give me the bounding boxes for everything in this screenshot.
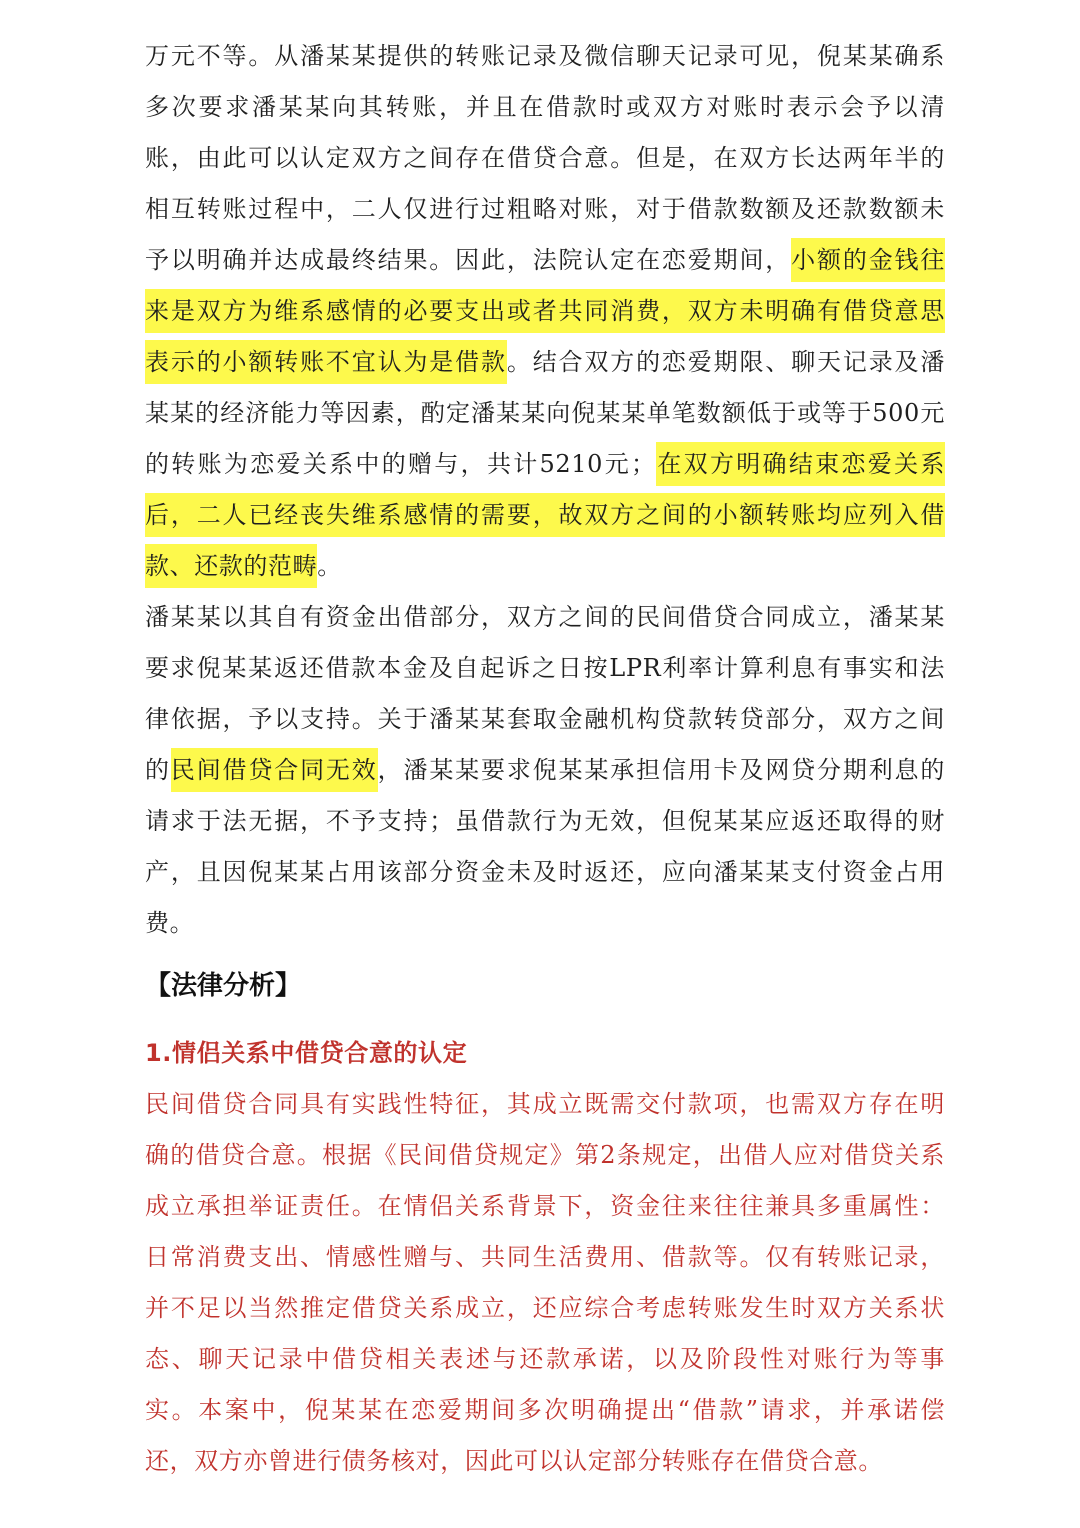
text-line xyxy=(145,541,945,592)
legal-analysis-heading: 【法律分析】 xyxy=(145,971,302,1001)
text-line xyxy=(145,337,945,388)
text-line: 请求于法无据，不予支持；虽借款行为无效，但倪某某应返还取得的财 xyxy=(145,807,945,835)
text-line: 日常消费支出、情感性赠与、共同生活费用、借款等。仅有转账记录， xyxy=(145,1243,945,1271)
case-facts-paragraph-1 xyxy=(145,31,945,592)
text-segment: 予以明确并达成最终结果。因此，法院认定在恋爱期间， xyxy=(145,246,792,274)
text-line: 还，双方亦曾进行债务核对，因此可以认定部分转账存在借贷合意。 xyxy=(145,1447,883,1475)
highlighted-text: 小额的金钱往 xyxy=(791,238,945,282)
text-segment: ，潘某某要求倪某某承担信用卡及网贷分期利息的 xyxy=(377,756,946,784)
text-line: 并不足以当然推定借贷关系成立，还应综合考虑转账发生时双方关系状 xyxy=(145,1294,945,1322)
highlighted-text: 后，二人已经丧失维系感情的需要，故双方之间的小额转账均应列入借 xyxy=(145,493,945,537)
text-line: 成立承担举证责任。在情侣关系背景下，资金往来往往兼具多重属性： xyxy=(145,1192,945,1220)
text-line xyxy=(145,235,945,286)
highlighted-text: 在双方明确结束恋爱关系 xyxy=(656,442,945,486)
case-facts-paragraph-2 xyxy=(145,592,945,949)
text-segment: 的转账为恋爱关系中的赠与，共计5210元； xyxy=(145,450,656,478)
text-line xyxy=(145,286,945,337)
highlighted-text: 来是双方为维系感情的必要支出或者共同消费，双方未明确有借贷意思 xyxy=(145,289,945,333)
text-line: 产，且因倪某某占用该部分资金未及时返还，应向潘某某支付资金占用 xyxy=(145,858,945,886)
text-line: 律依据，予以支持。关于潘某某套取金融机构贷款转贷部分，双方之间 xyxy=(145,705,945,733)
text-line: 账，由此可以认定双方之间存在借贷合意。但是，在双方长达两年半的 xyxy=(145,144,945,172)
text-line: 某某的经济能力等因素，酌定潘某某向倪某某单笔数额低于或等于500元 xyxy=(145,399,945,427)
text-segment: 。 xyxy=(317,552,342,580)
text-line xyxy=(145,745,945,796)
section-1-title: 1.情侣关系中借贷合意的认定 xyxy=(145,1039,468,1067)
text-line: 实。本案中，倪某某在恋爱期间多次明确提出“借款”请求，并承诺偿 xyxy=(145,1396,945,1424)
text-line: 潘某某以其自有资金出借部分，双方之间的民间借贷合同成立，潘某某 xyxy=(145,603,945,631)
text-line: 确的借贷合意。根据《民间借贷规定》第2条规定，出借人应对借贷关系 xyxy=(145,1141,945,1169)
highlighted-text: 表示的小额转账不宜认为是借款 xyxy=(145,340,507,384)
section-1-paragraph xyxy=(145,1079,945,1487)
text-line: 费。 xyxy=(145,909,195,937)
text-line: 多次要求潘某某向其转账，并且在借款时或双方对账时表示会予以清 xyxy=(145,93,945,121)
text-line: 态、聊天记录中借贷相关表述与还款承诺，以及阶段性对账行为等事 xyxy=(145,1345,945,1373)
text-line: 万元不等。从潘某某提供的转账记录及微信聊天记录可见，倪某某确系 xyxy=(145,42,945,70)
text-line: 要求倪某某返还借款本金及自起诉之日按LPR利率计算利息有事实和法 xyxy=(145,654,945,682)
text-segment: 。结合双方的恋爱期限、聊天记录及潘 xyxy=(506,348,945,376)
text-line: 相互转账过程中，二人仅进行过粗略对账，对于借款数额及还款数额未 xyxy=(145,195,945,223)
text-segment: 的 xyxy=(145,756,171,784)
highlighted-text: 款、还款的范畴 xyxy=(145,544,317,588)
text-line xyxy=(145,490,945,541)
highlighted-text: 民间借贷合同无效 xyxy=(171,748,378,792)
text-line: 民间借贷合同具有实践性特征，其成立既需交付款项，也需双方存在明 xyxy=(145,1090,945,1118)
text-line xyxy=(145,439,945,490)
